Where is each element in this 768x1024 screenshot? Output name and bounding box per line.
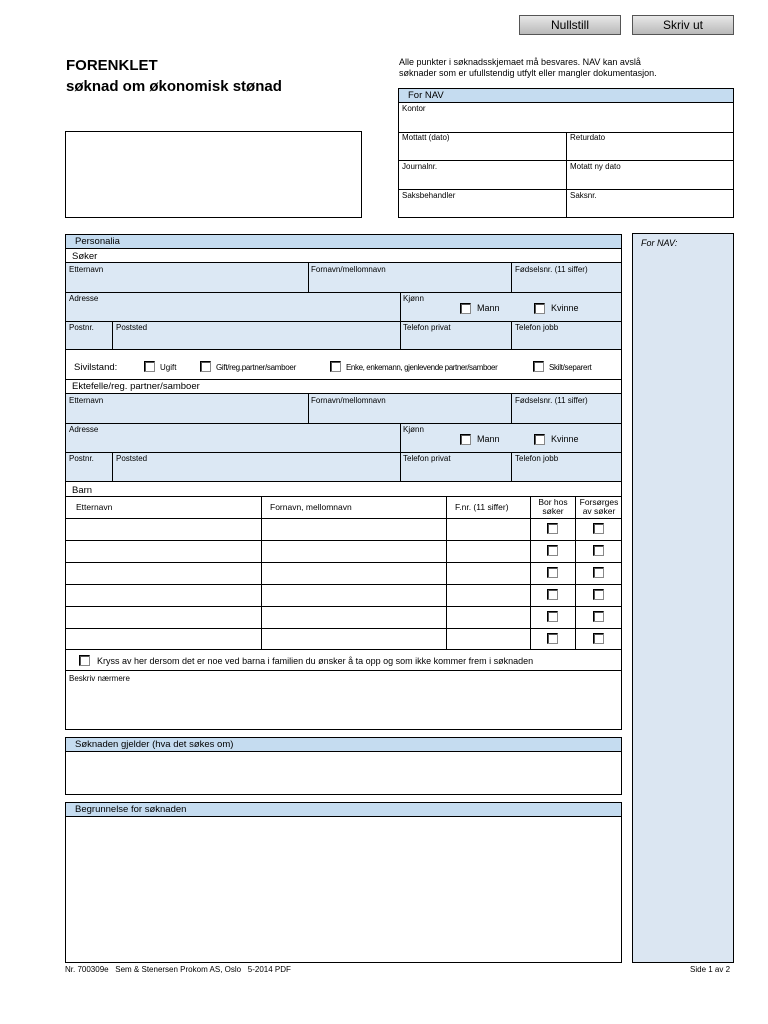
soknaden-field[interactable] bbox=[65, 751, 622, 795]
barn-bor-hos-checkbox[interactable] bbox=[547, 611, 558, 622]
mottatt-ny-label: Motatt ny dato bbox=[570, 162, 621, 171]
barn-forsorges-checkbox[interactable] bbox=[593, 545, 604, 556]
side-panel-label: For NAV: bbox=[641, 238, 678, 248]
soker-fields bbox=[65, 262, 622, 350]
ektefelle-mann-checkbox[interactable] bbox=[460, 434, 471, 445]
form-title: FORENKLET bbox=[66, 57, 158, 74]
barn-fnr-input[interactable] bbox=[447, 519, 530, 540]
soknaden-header: Søknaden gjelder (hva det søkes om) bbox=[65, 737, 622, 751]
personalia-header: Personalia bbox=[65, 234, 622, 248]
begrunnelse-header: Begrunnelse for søknaden bbox=[65, 802, 622, 816]
ektefelle-fodselsnr-label: Fødselsnr. (11 siffer) bbox=[515, 396, 588, 405]
barn-bor-hos-checkbox[interactable] bbox=[547, 567, 558, 578]
nav-box bbox=[398, 102, 734, 218]
ektefelle-fornavn-label: Fornavn/mellomnavn bbox=[311, 396, 386, 405]
ektefelle-kvinne-label: Kvinne bbox=[551, 434, 579, 444]
soker-title: Søker bbox=[72, 251, 98, 262]
barn-bor-hos-checkbox[interactable] bbox=[547, 633, 558, 644]
barn-fornavn-input[interactable] bbox=[262, 585, 446, 606]
barn-fornavn-input[interactable] bbox=[262, 607, 446, 628]
sivilstand-gift-checkbox[interactable] bbox=[200, 361, 211, 372]
barn-etternavn-input[interactable] bbox=[66, 585, 261, 606]
ektefelle-fields bbox=[65, 393, 622, 482]
beskriv-label: Beskriv nærmere bbox=[69, 674, 130, 683]
barn-etternavn-input[interactable] bbox=[66, 563, 261, 584]
ektefelle-mann-label: Mann bbox=[477, 434, 500, 444]
barn-fnr-input[interactable] bbox=[447, 629, 530, 650]
ektefelle-postnr-label: Postnr. bbox=[69, 454, 94, 463]
intro-text-1: Alle punkter i søknadsskjemaet må besvares. NAV kan avslå bbox=[399, 57, 641, 67]
sivilstand-enke-checkbox[interactable] bbox=[330, 361, 341, 372]
barn-fnr-input[interactable] bbox=[447, 607, 530, 628]
barn-fornavn-input[interactable] bbox=[262, 541, 446, 562]
returdato-label: Returdato bbox=[570, 133, 606, 142]
begrunnelse-field[interactable] bbox=[65, 816, 622, 963]
form-subtitle: søknad om økonomisk stønad bbox=[66, 78, 282, 95]
barn-col-bor: Bor hos søker bbox=[538, 497, 568, 516]
ektefelle-kjonn-label: Kjønn bbox=[403, 425, 424, 434]
soker-tlf-privat-label: Telefon privat bbox=[403, 323, 451, 332]
kontor-label: Kontor bbox=[402, 104, 426, 113]
ektefelle-tlf-privat-label: Telefon privat bbox=[403, 454, 451, 463]
sivilstand-ugift-label: Ugift bbox=[160, 363, 177, 372]
barn-etternavn-input[interactable] bbox=[66, 519, 261, 540]
sivilstand-skilt-checkbox[interactable] bbox=[533, 361, 544, 372]
barn-col-etternavn: Etternavn bbox=[76, 502, 113, 512]
intro-text-2: søknader som er ufullstendig utfylt eller mangler dokumentasjon. bbox=[399, 68, 657, 78]
barn-fornavn-input[interactable] bbox=[262, 519, 446, 540]
soker-adresse-label: Adresse bbox=[69, 294, 99, 303]
barn-fornavn-input[interactable] bbox=[262, 629, 446, 650]
sivilstand-gift-label: Gift/reg.partner/samboer bbox=[216, 363, 296, 372]
barn-forsorges-checkbox[interactable] bbox=[593, 589, 604, 600]
soker-fodselsnr-label: Fødselsnr. (11 siffer) bbox=[515, 265, 588, 274]
soker-kvinne-label: Kvinne bbox=[551, 303, 579, 313]
sivilstand-ugift-checkbox[interactable] bbox=[144, 361, 155, 372]
soker-tlf-jobb-label: Telefon jobb bbox=[515, 323, 559, 332]
barn-kryss-checkbox[interactable] bbox=[79, 655, 90, 666]
barn-forsorges-checkbox[interactable] bbox=[593, 567, 604, 578]
barn-bor-hos-checkbox[interactable] bbox=[547, 545, 558, 556]
barn-forsorges-checkbox[interactable] bbox=[593, 523, 604, 534]
footer-form-number: Nr. 700309e Sem & Stenersen Prokom AS, Oslo 5-2014 PDF bbox=[65, 965, 291, 974]
barn-col-fnr: F.nr. (11 siffer) bbox=[455, 502, 509, 512]
barn-kryss-label: Kryss av her dersom det er noe ved barna i familien du ønsker å ta opp og som ikke kommer frem i søknaden bbox=[97, 656, 534, 666]
barn-bor-hos-checkbox[interactable] bbox=[547, 523, 558, 534]
saksbehandler-label: Saksbehandler bbox=[402, 191, 456, 200]
barn-bor-hos-checkbox[interactable] bbox=[547, 589, 558, 600]
barn-etternavn-input[interactable] bbox=[66, 629, 261, 650]
barn-forsorges-checkbox[interactable] bbox=[593, 633, 604, 644]
sivilstand-skilt-label: Skilt/separert bbox=[549, 363, 592, 372]
barn-title: Barn bbox=[72, 485, 93, 496]
ektefelle-title: Ektefelle/reg. partner/samboer bbox=[72, 381, 200, 392]
nav-box-header: For NAV bbox=[398, 88, 734, 102]
print-button[interactable]: Skriv ut bbox=[632, 15, 734, 35]
barn-forsorges-checkbox[interactable] bbox=[593, 611, 604, 622]
applicant-stamp-field[interactable] bbox=[65, 131, 362, 218]
soker-fornavn-label: Fornavn/mellomnavn bbox=[311, 265, 386, 274]
soker-poststed-label: Poststed bbox=[116, 323, 148, 332]
sivilstand-label: Sivilstand: bbox=[74, 362, 118, 373]
mottatt-label: Mottatt (dato) bbox=[402, 133, 450, 142]
soker-kjonn-label: Kjønn bbox=[403, 294, 424, 303]
sivilstand-enke-label: Enke, enkemann, gjenlevende partner/samboer bbox=[346, 363, 498, 372]
footer-page-number: Side 1 av 2 bbox=[690, 965, 731, 974]
barn-col-forsorges: Forsørges av søker bbox=[579, 497, 619, 516]
barn-fnr-input[interactable] bbox=[447, 585, 530, 606]
barn-table bbox=[65, 496, 622, 650]
barn-fnr-input[interactable] bbox=[447, 563, 530, 584]
reset-button[interactable]: Nullstill bbox=[519, 15, 621, 35]
soker-kvinne-checkbox[interactable] bbox=[534, 303, 545, 314]
barn-col-fornavn: Fornavn, mellomnavn bbox=[270, 502, 352, 512]
ektefelle-adresse-label: Adresse bbox=[69, 425, 99, 434]
barn-etternavn-input[interactable] bbox=[66, 541, 261, 562]
ektefelle-kvinne-checkbox[interactable] bbox=[534, 434, 545, 445]
soker-postnr-label: Postnr. bbox=[69, 323, 94, 332]
beskriv-field[interactable] bbox=[66, 684, 621, 729]
barn-etternavn-input[interactable] bbox=[66, 607, 261, 628]
journalnr-label: Journalnr. bbox=[402, 162, 438, 171]
soker-mann-label: Mann bbox=[477, 303, 500, 313]
soker-etternavn-label: Etternavn bbox=[69, 265, 104, 274]
ektefelle-etternavn-label: Etternavn bbox=[69, 396, 104, 405]
soker-mann-checkbox[interactable] bbox=[460, 303, 471, 314]
nav-side-panel bbox=[632, 233, 734, 963]
saksnr-label: Saksnr. bbox=[570, 191, 597, 200]
barn-fornavn-input[interactable] bbox=[262, 563, 446, 584]
ektefelle-poststed-label: Poststed bbox=[116, 454, 148, 463]
barn-fnr-input[interactable] bbox=[447, 541, 530, 562]
ektefelle-tlf-jobb-label: Telefon jobb bbox=[515, 454, 559, 463]
